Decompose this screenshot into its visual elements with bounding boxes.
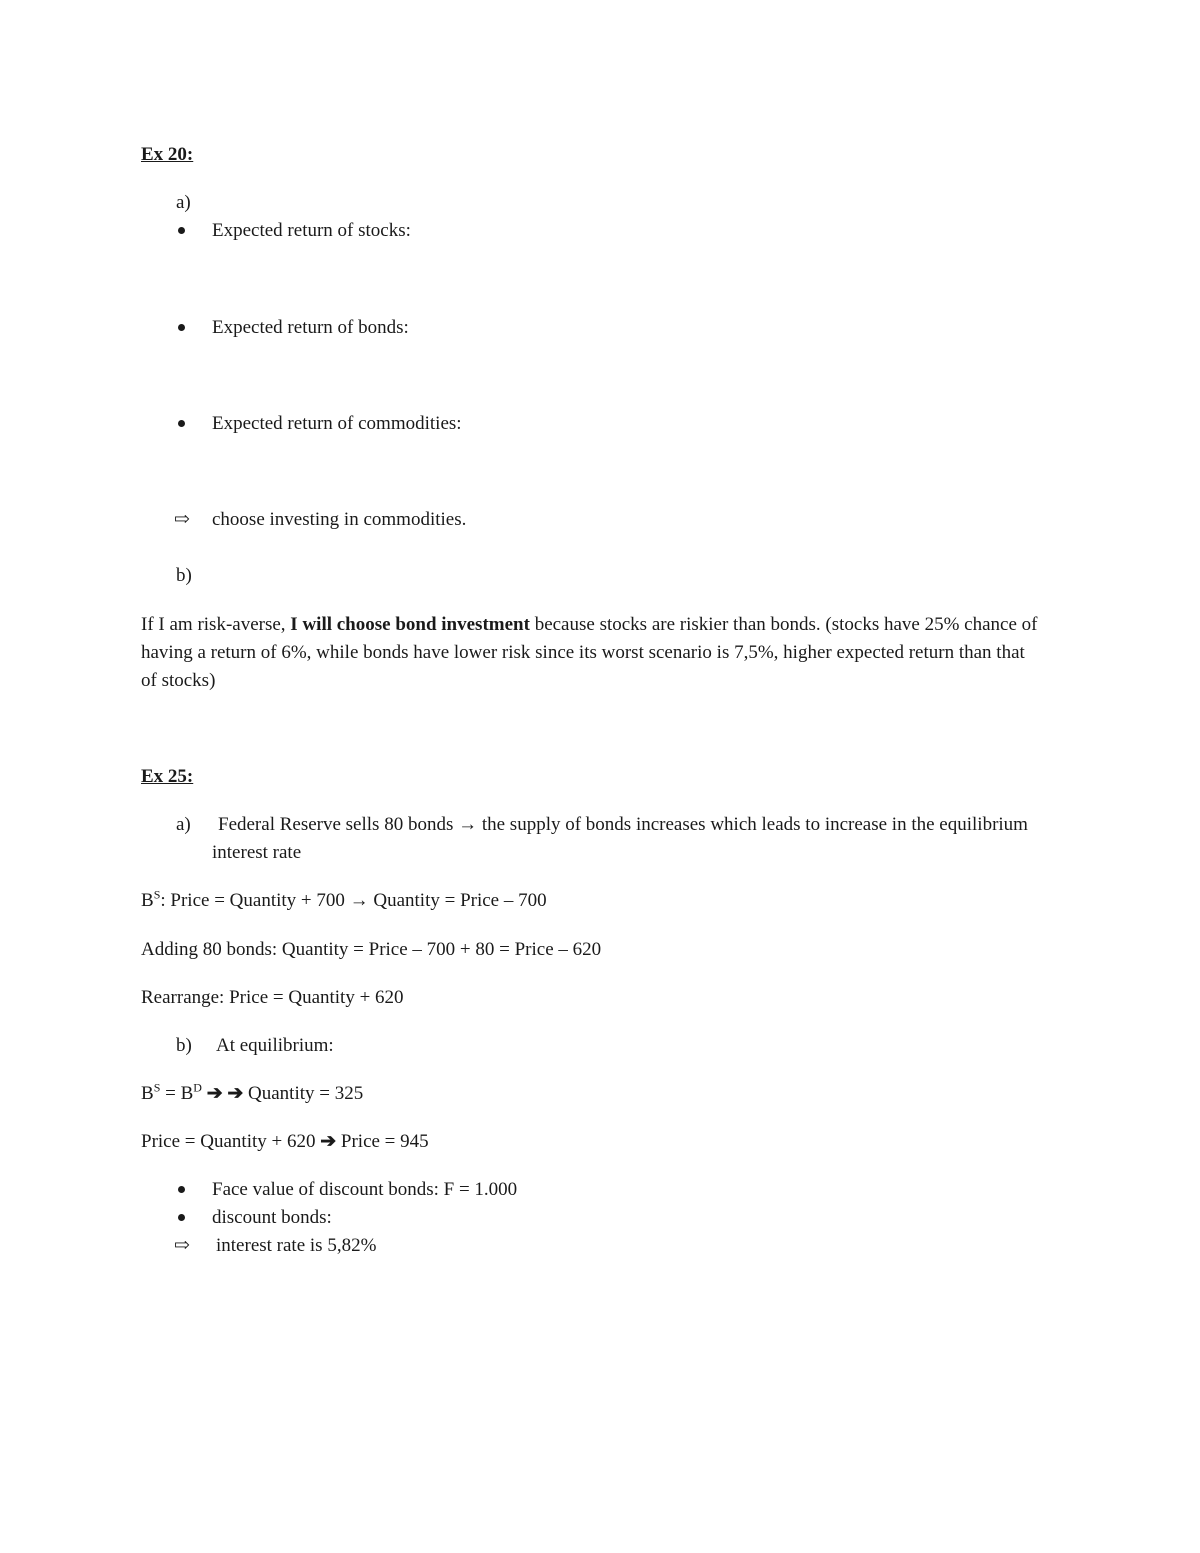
ex25-part-a-text xyxy=(212,811,1042,867)
ex25-bs-rest1: : Price = Quantity + 700 xyxy=(160,890,350,911)
ex25-eq-sup2: D xyxy=(193,1080,202,1095)
ex25-eq-mid: = B xyxy=(160,1083,194,1104)
right-arrow-icon: → xyxy=(458,814,478,835)
bullet-icon xyxy=(176,219,206,243)
ex25-bs-sup: S xyxy=(153,887,161,902)
ex25-bullet-discount: discount bonds: xyxy=(212,1207,332,1228)
bullet-icon xyxy=(176,316,206,340)
ex25-part-a-after: the supply of bonds increases which leads to increase in the equilibrium interest rate xyxy=(212,814,1028,863)
ex25-bs-b: B xyxy=(141,890,154,911)
ex25-price-after: Price = 945 xyxy=(336,1131,429,1152)
ex20-part-a-label: a) xyxy=(176,192,191,213)
ex25-price-before: Price = Quantity + 620 xyxy=(141,1131,321,1152)
bullet-icon xyxy=(176,1206,206,1230)
ex25-part-a-before: Federal Reserve sells 80 bonds xyxy=(218,814,459,835)
ex25-bs-line xyxy=(141,889,547,913)
right-arrow-icon: ➔ ➔ xyxy=(201,1083,249,1104)
ex25-heading: Ex 25: xyxy=(141,766,194,787)
right-arrow-icon: ⇨ xyxy=(174,1235,190,1256)
ex20-conclusion: choose investing in commodities. xyxy=(212,509,467,530)
right-arrow-icon: ➔ xyxy=(320,1131,337,1152)
ex25-equilibrium-line xyxy=(141,1082,363,1106)
ex25-eq-b1: B xyxy=(141,1083,154,1104)
ex20-heading: Ex 20: xyxy=(141,144,194,165)
ex25-bs-rest2: Quantity = Price – 700 xyxy=(368,890,547,911)
bullet-icon xyxy=(176,412,206,436)
ex25-eq-rest: Quantity = 325 xyxy=(248,1083,364,1104)
ex25-eq-sup1: S xyxy=(153,1080,161,1095)
ex25-price-line xyxy=(141,1130,429,1154)
ex20-bullet-commodities: Expected return of commodities: xyxy=(212,413,462,434)
ex25-conclusion: interest rate is 5,82% xyxy=(216,1235,377,1256)
ex20-part-b-paragraph xyxy=(141,611,1041,695)
ex25-bullet-face-value: Face value of discount bonds: F = 1.000 xyxy=(212,1179,518,1200)
right-arrow-icon: → xyxy=(349,890,369,911)
ex25-rearrange-line: Rearrange: Price = Quantity + 620 xyxy=(141,987,404,1008)
ex20-bullet-bonds: Expected return of bonds: xyxy=(212,317,409,338)
ex25-part-a-label: a) xyxy=(176,814,191,835)
right-arrow-icon: ⇨ xyxy=(174,509,190,530)
ex20-para-after: because stocks are riskier than bonds. (stocks have 25% chance of having a return of 6%, while bonds have lower risk since its worst scenario is 7,5%, higher expected return than that of stocks) xyxy=(141,614,1038,691)
ex25-adding-line: Adding 80 bonds: Quantity = Price – 700 + 80 = Price – 620 xyxy=(141,939,602,960)
ex25-part-b-label: b) xyxy=(176,1035,192,1056)
bullet-icon xyxy=(176,1178,206,1202)
ex20-part-b-label: b) xyxy=(176,565,192,586)
ex25-part-b-text: At equilibrium: xyxy=(216,1035,334,1056)
ex20-bullet-stocks: Expected return of stocks: xyxy=(212,220,411,241)
ex20-para-bold: I will choose bond investment xyxy=(290,614,530,635)
ex20-para-before: If I am risk-averse, xyxy=(141,614,291,635)
